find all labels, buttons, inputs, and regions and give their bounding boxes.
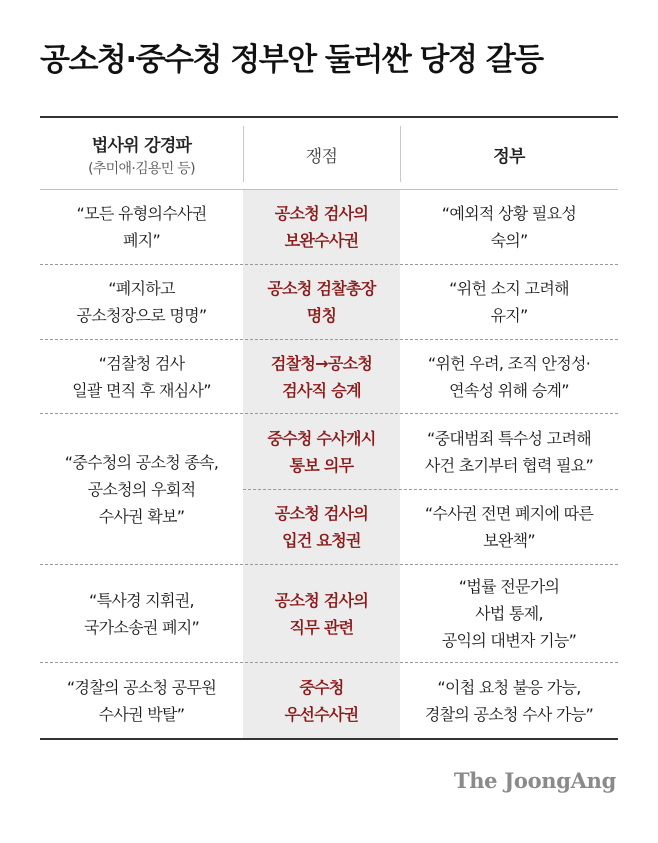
row-3-right: “위헌 우려, 조직 안정성· 연속성 위해 승계” [427, 353, 591, 400]
row-3-issue: 검찰청→공소청 검사직 승계 [270, 353, 373, 400]
table-bottom-rule [40, 738, 618, 740]
row-4-issue: 중수청 수사개시 통보 의무 [267, 428, 376, 475]
row-7-issue: 중수청 우선수사권 [284, 677, 359, 724]
row-7-right: “이첩 요청 불응 가능, 경찰의 공소청 수사 가능” [424, 677, 594, 724]
row-6-issue: 공소청 검사의 직무 관련 [274, 590, 369, 637]
page-title: 공소청·중수청 정부안 둘러싼 당정 갈등 [40, 42, 543, 78]
table-top-rule [40, 116, 618, 118]
row-6-left: “특사경 지휘권, 국가소송권 폐지” [83, 590, 200, 637]
row-5-issue: 공소청 검사의 입건 요청권 [274, 504, 369, 550]
header-mid: 쟁점 [305, 146, 338, 167]
row-5-right: “수사권 전면 폐지에 따른 보완책” [424, 504, 594, 550]
header-left-title: 법사위 강경파 [91, 135, 192, 156]
row-3-left: “검찰청 검사 일괄 면직 후 재심사” [72, 353, 211, 400]
row-1-right: “예외적 상황 필요성 숙의” [441, 204, 577, 250]
row-7-left: “경찰의 공소청 공무원 수사권 박탈” [66, 677, 217, 724]
row-2-issue: 공소청 검찰총장 명칭 [267, 279, 376, 325]
header-left [40, 120, 243, 188]
row-4-right: “중대범죄 특수성 고려해 사건 초기부터 협력 필요” [424, 428, 594, 475]
row-2-left: “폐지하고 공소청장으로 명명” [76, 279, 207, 325]
publisher-logo: The JoongAng [453, 768, 616, 793]
row-6-right: “법률 전문가의 사법 통제, 공익의 대변자 기능” [441, 577, 577, 650]
row-1-issue: 공소청 검사의 보완수사권 [274, 204, 369, 250]
row-2-right: “위헌 소지 고려해 유지” [449, 279, 569, 325]
header-left-subtitle: (추미애·김용민 등) [88, 160, 195, 177]
row-4-left: “중수청의 공소청 종속, 공소청의 우회적 수사권 확보” [64, 452, 219, 526]
header-right: 정부 [493, 146, 525, 167]
row-1-left: “모든 유형의수사권 폐지” [76, 204, 207, 250]
